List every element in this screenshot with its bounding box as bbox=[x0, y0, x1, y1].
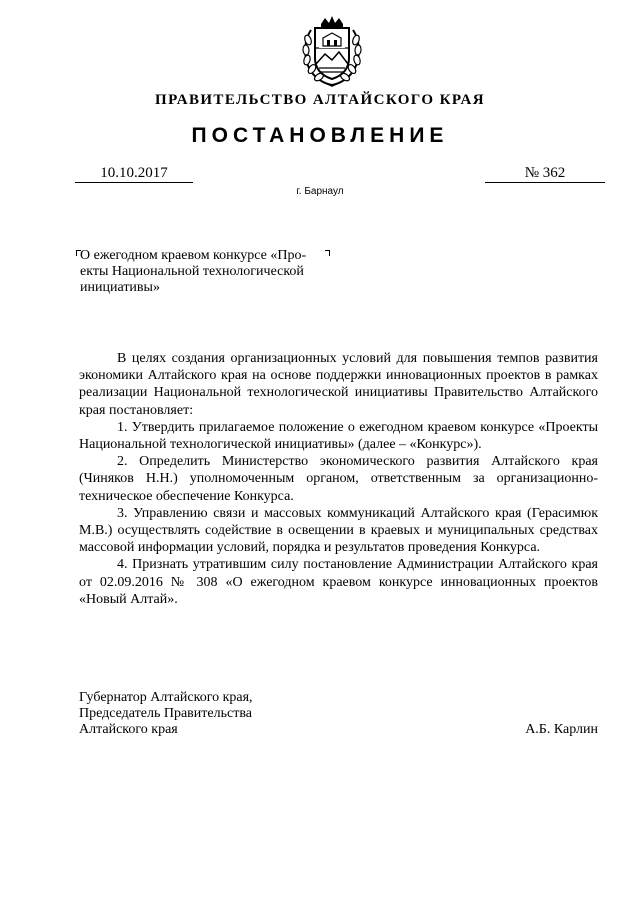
subject-line: екты Национальной технологической bbox=[80, 264, 304, 279]
document-city: г. Барнаул bbox=[296, 186, 344, 197]
body-paragraph-2: 2. Определить Министерство экономического развития Алтайского края (Чиняков Н.Н.) уполномоченным органом, ответственным за организационно-техническое обеспечение Конкурса. bbox=[79, 454, 598, 504]
coat-of-arms-emblem bbox=[299, 14, 365, 88]
position-line: Алтайского края bbox=[79, 722, 178, 737]
body-paragraph-preamble: В целях создания организационных условий для повышения темпов развития экономики Алтайского края на основе поддержки инновационных проектов в рамках реализации Национальной технологической инициативы Правительство Алтайского края постановляет: bbox=[79, 351, 598, 418]
document-body bbox=[79, 350, 598, 608]
body-paragraph-1: 1. Утвердить прилагаемое положение о ежегодном краевом конкурсе «Проекты Национальной технологической инициативы» (далее – «Конкурс»). bbox=[79, 419, 598, 453]
body-paragraph-4: 4. Признать утратившим силу постановление Администрации Алтайского края от 02.09.2016 № 308 «О ежегодном краевом конкурсе инновационных проектов «Новый Алтай». bbox=[79, 557, 598, 607]
signatory-name: А.Б. Карлин bbox=[525, 722, 598, 737]
document-date: 10.10.2017 bbox=[75, 164, 193, 183]
document-number: № 362 bbox=[485, 164, 605, 183]
government-title: ПРАВИТЕЛЬСТВО АЛТАЙСКОГО КРАЯ bbox=[155, 92, 485, 108]
signatory-position bbox=[79, 690, 339, 738]
body-paragraph-3: 3. Управлению связи и массовых коммуникаций Алтайского края (Герасимюк М.В.) осуществлять содействие в освещении в краевых и муниципальных средствах массовой информации условий, порядка и результатов проведения Конкурса. bbox=[79, 505, 598, 556]
position-line: Губернатор Алтайского края, bbox=[79, 690, 253, 705]
subject-line: инициативы» bbox=[80, 280, 160, 295]
position-line: Председатель Правительства bbox=[79, 706, 252, 721]
subject-line: О ежегодном краевом конкурсе «Про- bbox=[80, 248, 307, 263]
document-subject bbox=[80, 248, 326, 296]
document-type: ПОСТАНОВЛЕНИЕ bbox=[191, 124, 449, 147]
